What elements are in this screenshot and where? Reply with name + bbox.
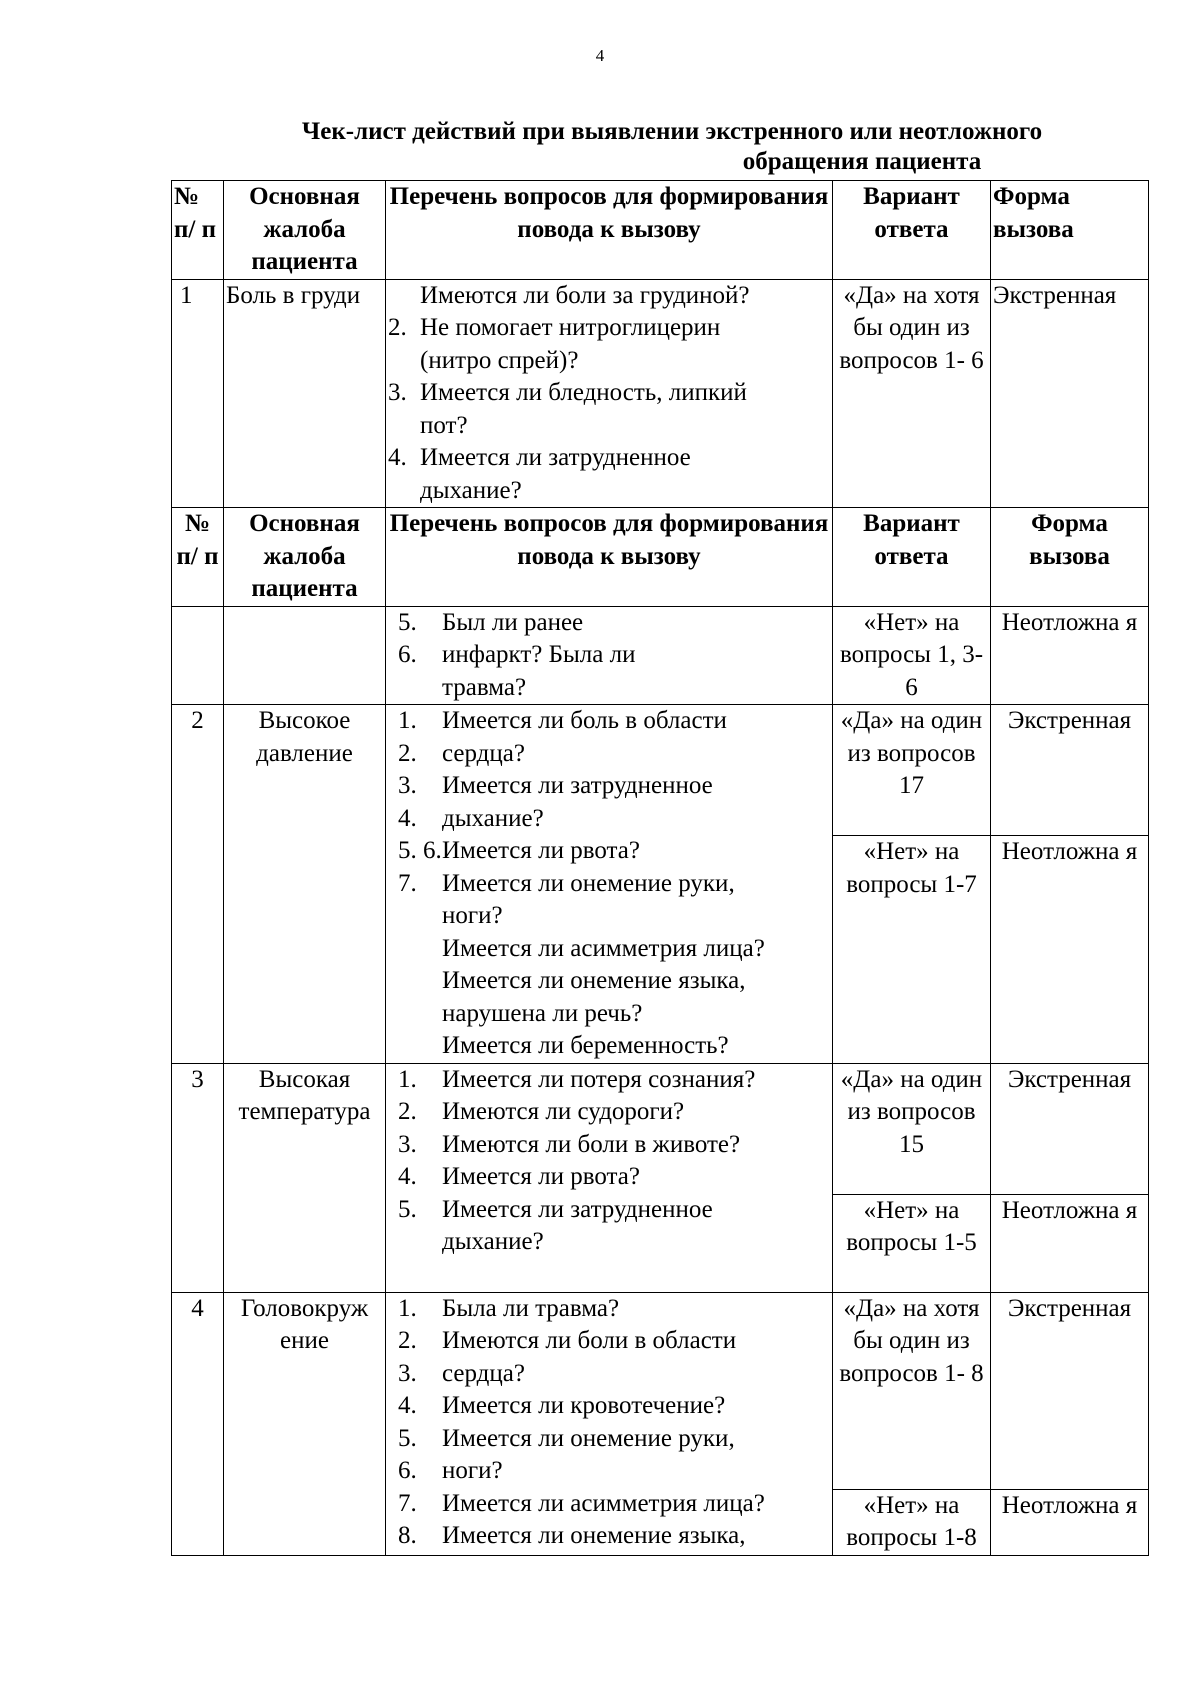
- row-answers: [833, 1063, 991, 1292]
- question-list: [388, 705, 830, 1063]
- row-questions: [386, 1063, 833, 1292]
- list-item: 7. Имеется ли онемение руки,: [398, 869, 735, 897]
- form-emergency: Экстренная: [991, 1293, 1148, 1490]
- row-forms: [991, 705, 1149, 1064]
- list-item: (нитро спрей)?: [420, 346, 579, 374]
- list-item: 3. Имеются ли боли в животе?: [398, 1130, 741, 1158]
- form-urgent: Неотложна я: [1001, 1491, 1138, 1519]
- list-item: 5. Был ли ранее: [398, 608, 584, 636]
- list-item: 5. Имеется ли затрудненное: [398, 1195, 713, 1223]
- title-line-2: обращения пациента: [742, 148, 982, 175]
- list-item: 2. Имеются ли судороги?: [398, 1098, 685, 1125]
- header-answer: Вариант ответа: [833, 181, 991, 280]
- form-emergency: Экстренная: [991, 1064, 1148, 1195]
- header-complaint: Основная жалоба пациента: [224, 508, 386, 607]
- list-item: ноги?: [442, 902, 503, 929]
- list-item: 4. Имеется ли рвота?: [398, 1163, 640, 1190]
- table-row: [172, 1292, 1149, 1555]
- question-list: [388, 280, 830, 508]
- row-questions: [386, 606, 833, 705]
- form-urgent: Неотложна я: [1001, 1196, 1138, 1224]
- answer-yes: «Да» на один из вопросов 15: [833, 1064, 990, 1195]
- row-forms: [991, 1292, 1149, 1555]
- question-list: [388, 607, 830, 705]
- form-emergency: Экстренная: [991, 279, 1149, 508]
- table-row: [172, 279, 1149, 508]
- form-urgent: Неотложна я: [1001, 838, 1138, 865]
- list-item: Имеется ли беременность?: [442, 1032, 729, 1059]
- table-row: [172, 606, 1149, 705]
- question-list: [388, 1293, 830, 1553]
- header-form: Форма вызова: [991, 181, 1149, 280]
- row-num: 2: [172, 705, 224, 1064]
- list-item: 4. дыхание?: [398, 804, 544, 832]
- answer-yes: «Да» на хотя бы один из вопросов 1- 8: [833, 1293, 990, 1490]
- list-item: дыхание?: [442, 1228, 544, 1255]
- header-num: № п/ п: [172, 508, 224, 607]
- list-item: 5. 6. Имеется ли рвота?: [398, 837, 640, 864]
- row-forms: [991, 1063, 1149, 1292]
- list-item: 6. ноги?: [398, 1457, 503, 1484]
- list-item: 1. Имеется ли потеря сознания?: [398, 1065, 756, 1093]
- row-questions: [386, 279, 833, 508]
- row-complaint: Головокруж ение: [224, 1292, 386, 1555]
- answer-no: «Нет» на вопросы 1-8: [846, 1491, 977, 1551]
- header-complaint: Основная жалоба пациента: [224, 181, 386, 280]
- list-item: 3. Имеется ли затрудненное: [398, 772, 713, 799]
- list-item: 3. Имеется ли бледность, липкий: [388, 379, 747, 406]
- list-item: травма?: [442, 673, 527, 701]
- title-line-1: Чек-лист действий при выявлении экстренного или неотложного: [301, 118, 1043, 145]
- row-num: 1: [172, 279, 224, 508]
- row-num: 3: [172, 1063, 224, 1292]
- row-answers: [833, 1292, 991, 1555]
- checklist-table: [171, 180, 1149, 1556]
- list-item: 7. Имеется ли асимметрия лица?: [398, 1489, 765, 1517]
- row-questions: [386, 705, 833, 1064]
- answer-no: «Нет» на вопросы 1-5: [846, 1196, 977, 1256]
- row-complaint: Высокое давление: [224, 705, 386, 1064]
- list-item: 2. Не помогает нитроглицерин: [388, 314, 721, 341]
- list-item: Имеются ли боли за грудиной?: [420, 281, 750, 309]
- form-urgent: Неотложна я: [991, 606, 1149, 705]
- row-num: 4: [172, 1292, 224, 1555]
- list-item: Имеется ли асимметрия лица?: [442, 934, 765, 962]
- row-complaint: [224, 606, 386, 705]
- list-item: пот?: [420, 411, 468, 439]
- row-questions: [386, 1292, 833, 1555]
- row-complaint: Боль в груди: [224, 279, 386, 508]
- page-number: 4: [595, 46, 605, 65]
- list-item: 8. Имеется ли онемение языка,: [398, 1522, 746, 1549]
- row-complaint: Высокая температура: [224, 1063, 386, 1292]
- header-questions: Перечень вопросов для формирования повода к вызову: [386, 508, 833, 607]
- list-item: нарушена ли речь?: [442, 999, 643, 1027]
- table-row: [172, 1063, 1149, 1292]
- table-header-row: [172, 181, 1149, 280]
- list-item: 2. Имеются ли боли в области: [398, 1327, 737, 1354]
- question-list: [388, 1064, 830, 1259]
- list-item: 6. инфаркт? Была ли: [398, 641, 636, 668]
- list-item: 1. Была ли травма?: [398, 1294, 620, 1322]
- list-item: 4. Имеется ли затрудненное: [388, 444, 691, 471]
- row-num: [172, 606, 224, 705]
- table-row: [172, 705, 1149, 1064]
- header-form: Форма вызова: [991, 508, 1149, 607]
- header-num: № п/ п: [172, 181, 224, 280]
- header-answer: Вариант ответа: [833, 508, 991, 607]
- form-emergency: Экстренная: [991, 705, 1148, 836]
- list-item: Имеется ли онемение языка,: [442, 967, 746, 994]
- list-item: дыхание?: [420, 476, 522, 504]
- header-questions: Перечень вопросов для формирования повода к вызову: [386, 181, 833, 280]
- answer-no: «Нет» на вопросы 1, 3-6: [833, 606, 991, 705]
- answer-yes: «Да» на один из вопросов 17: [833, 705, 990, 836]
- row-answers: [833, 705, 991, 1064]
- list-item: 3. сердца?: [398, 1359, 525, 1387]
- list-item: 5. Имеется ли онемение руки,: [398, 1424, 735, 1452]
- answer-no: «Нет» на вопросы 1-7: [846, 838, 977, 898]
- list-item: 4. Имеется ли кровотечение?: [398, 1392, 726, 1419]
- list-item: 2. сердца?: [398, 739, 525, 767]
- table-header-row-repeat: [172, 508, 1149, 607]
- answer-yes: «Да» на хотя бы один из вопросов 1- 6: [833, 279, 991, 508]
- list-item: 1. Имеется ли боль в области: [398, 707, 727, 734]
